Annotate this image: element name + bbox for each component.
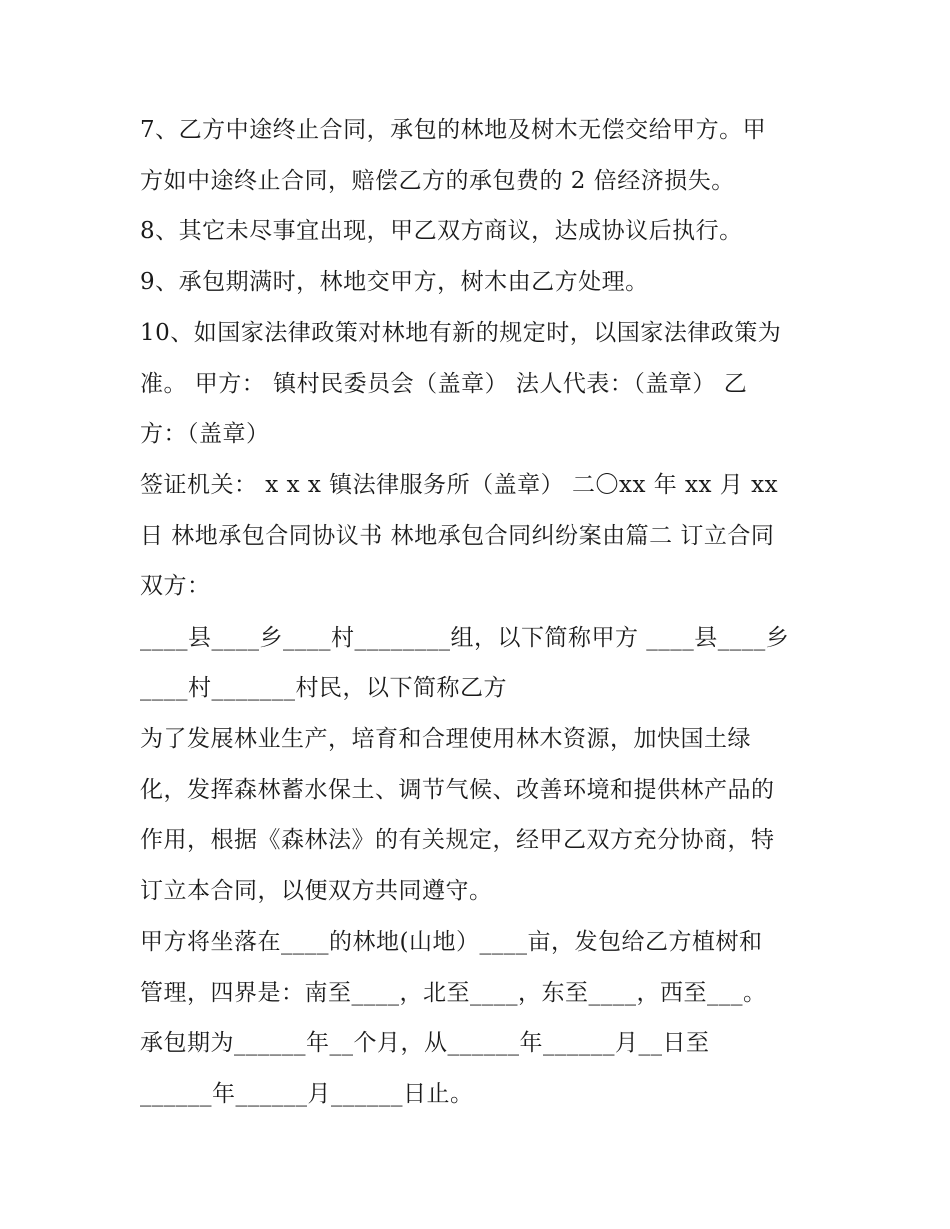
text-line: 签证机关： x x x 镇法律服务所（盖章） 二〇xx 年 xx 月 xx [140,472,779,498]
text-line: 化，发挥森林蓄水保土、调节气候、改善环境和提供林产品的 [140,777,775,803]
text-line: 方：（盖章） [140,421,270,447]
text-line: 日 林地承包合同协议书 林地承包合同纠纷案由篇二 订立合同 [140,523,775,549]
text-line: 订立本合同，以便双方共同遵守。 [140,878,493,904]
text-line: 9、承包期满时，林地交甲方，树木由乙方处理。 [140,269,649,295]
text-line: ____县____乡____村________组，以下简称甲方 ____县____乡 [140,625,790,651]
text-line: 10、如国家法律政策对林地有新的规定时，以国家法律政策为 [140,320,782,346]
text-line: 为了发展林业生产，培育和合理使用林木资源，加快国土绿 [140,726,751,752]
text-line: ____村_______村民，以下简称乙方 [140,675,507,701]
text-line: 双方： [140,573,211,599]
text-line: 准。 甲方： 镇村民委员会（盖章） 法人代表：（盖章） 乙 [140,371,748,397]
text-line: 甲方将坐落在____的林地(山地）____亩，发包给乙方植树和 [140,929,763,955]
text-line: 作用，根据《森林法》的有关规定，经甲乙双方充分协商，特 [140,827,775,853]
text-line: 承包期为______年__个月，从______年______月__日至 [140,1030,710,1056]
text-line: 方如中途终止合同，赔偿乙方的承包费的 2 倍经济损失。 [140,168,735,194]
text-line: 8、其它未尽事宜出现，甲乙双方商议，达成协议后执行。 [140,218,743,244]
text-line: ______年______月______日止。 [140,1081,474,1107]
text-line: 7、乙方中途终止合同，承包的林地及树木无偿交给甲方。甲 [140,117,767,143]
text-line: 管理，四界是：南至____，北至____，东至____，西至___。 [140,980,767,1006]
